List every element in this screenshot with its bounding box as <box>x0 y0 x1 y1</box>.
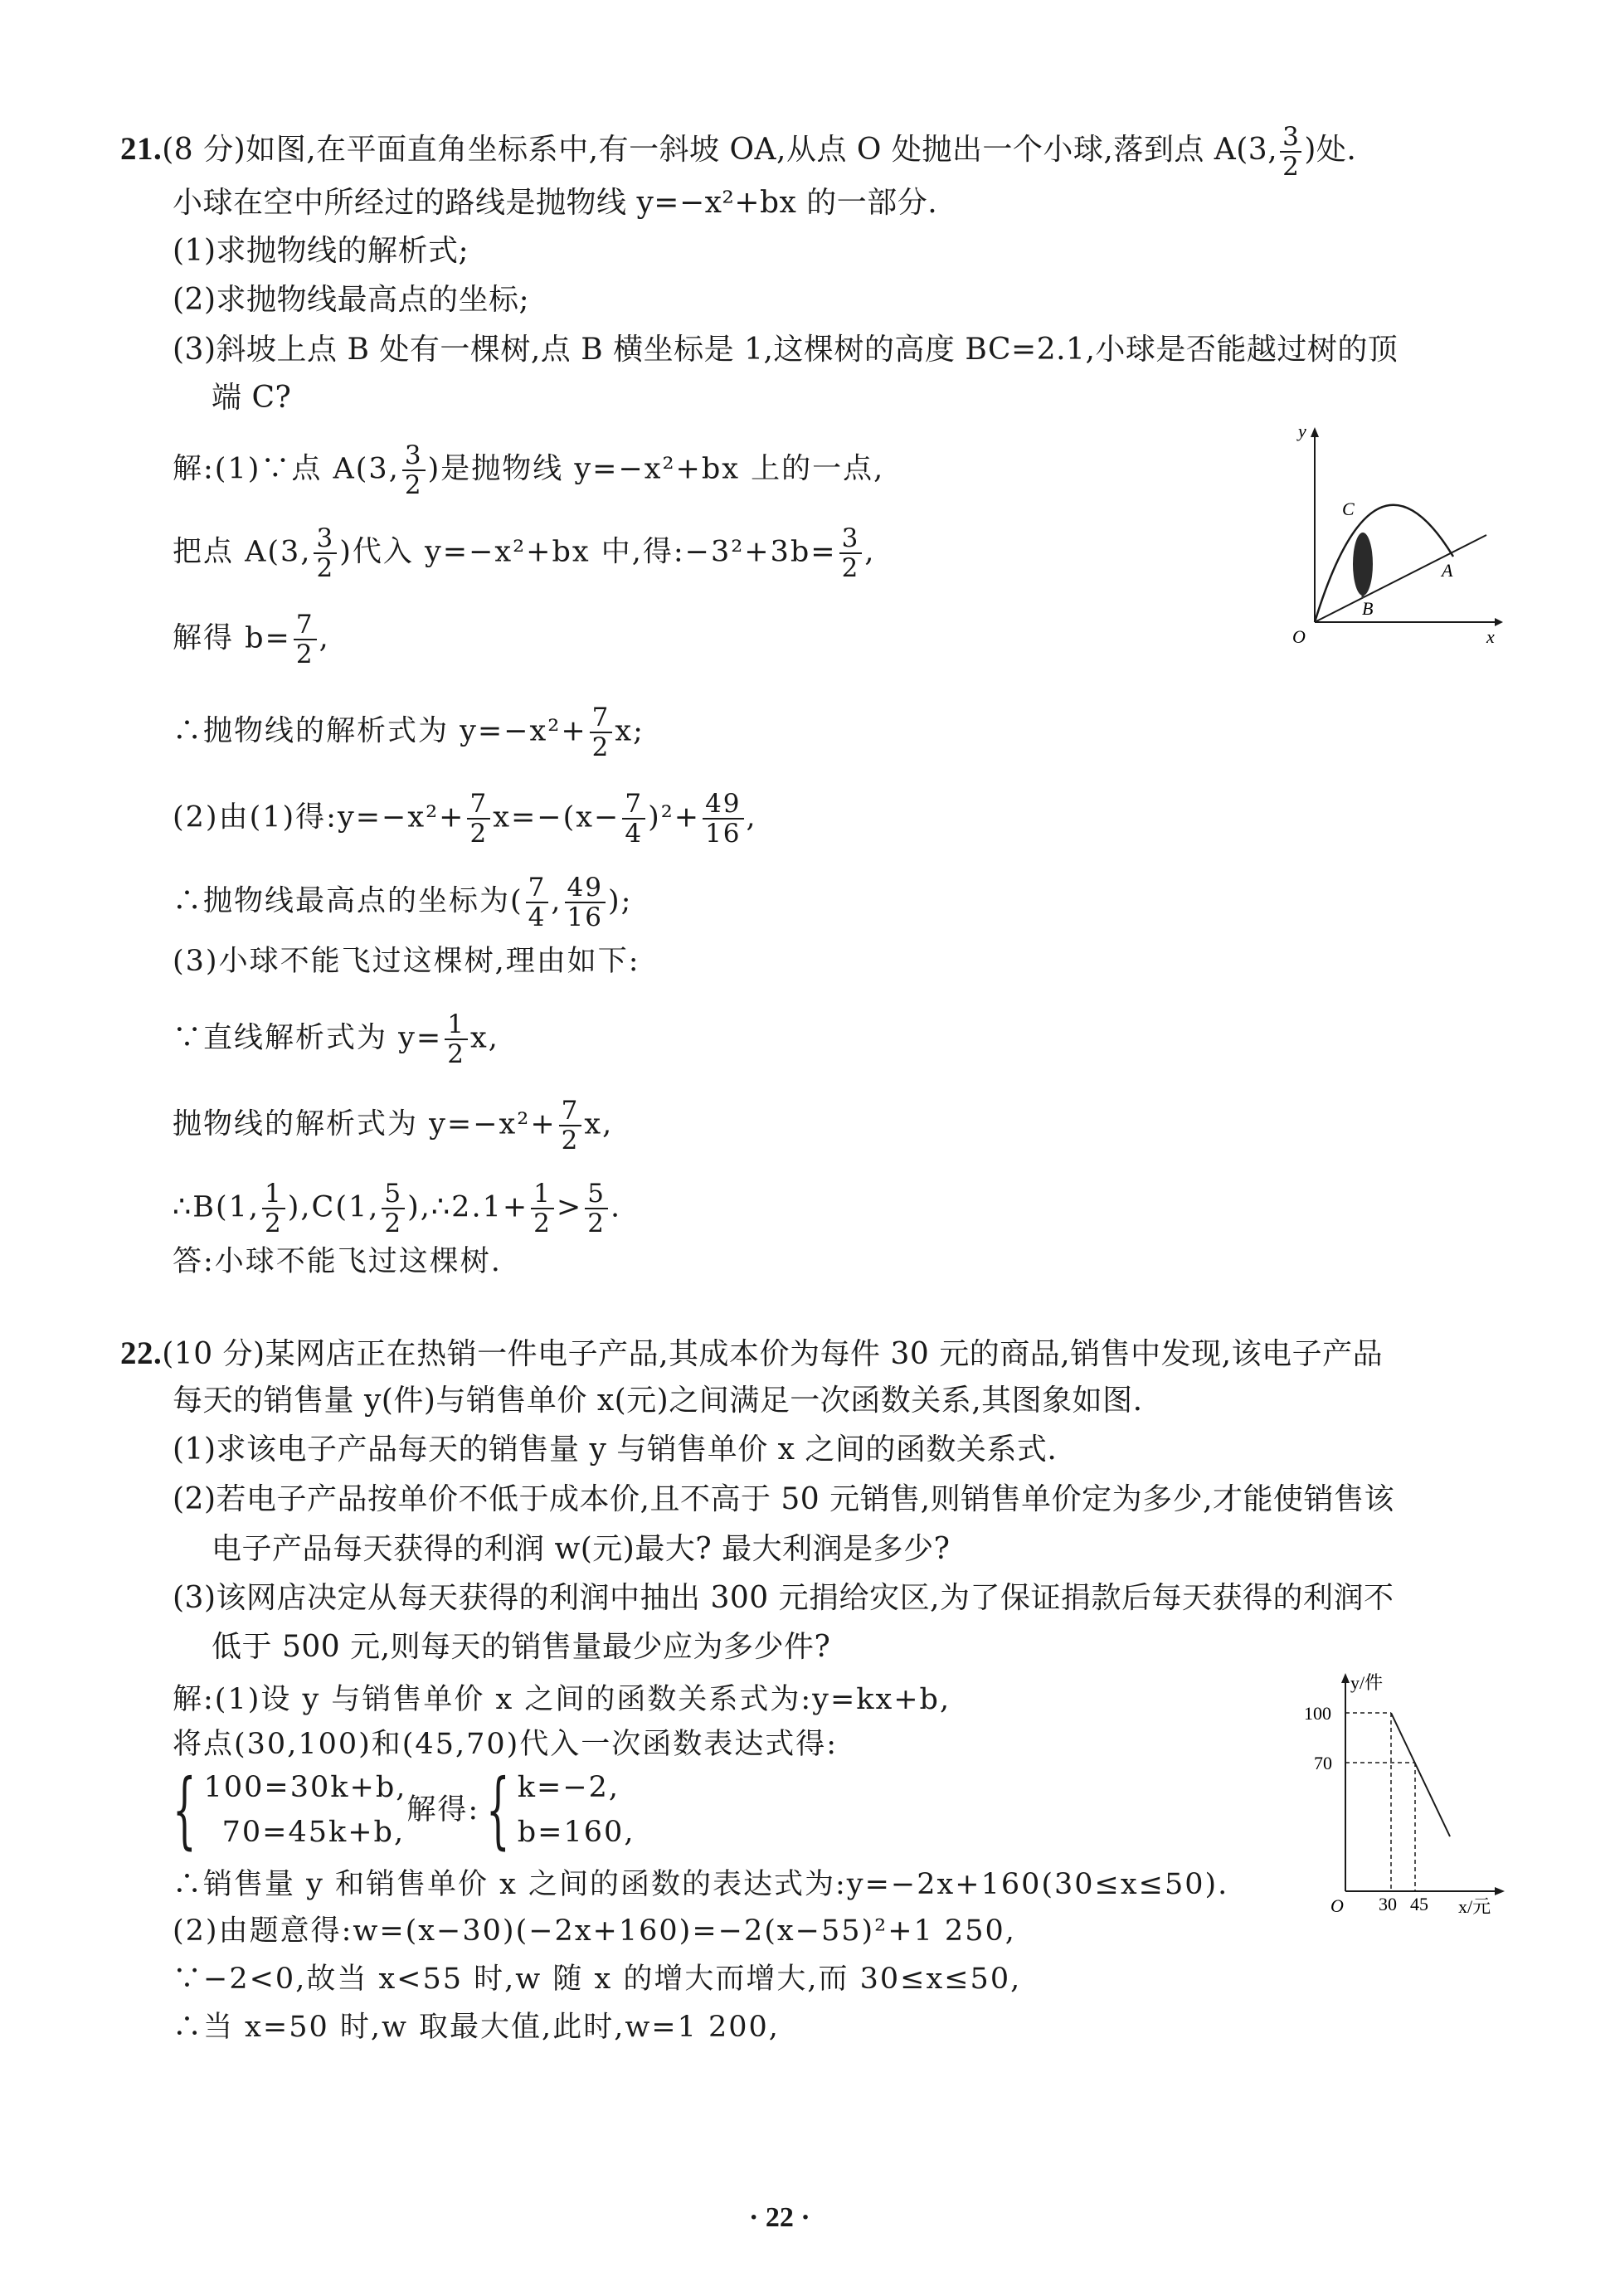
q22-line-6: (3)该网店决定从每天获得的利润中抽出 300 元捐给灾区,为了保证捐款后每天获得的利润不 <box>173 1581 1394 1615</box>
q22-sol-1: 解:(1)设 y 与销售单价 x 之间的函数关系式为:y=kx+b, <box>173 1683 951 1716</box>
label-45: 45 <box>1410 1894 1428 1914</box>
q21-sol-9: 抛物线的解析式为 y=−x²+ $\frac{7}{2}$ x, <box>173 1096 614 1155</box>
fraction: $\frac{49}{16}$ <box>565 873 606 932</box>
q22-sol-7: ∴当 x=50 时,w 取最大值,此时,w=1 200, <box>173 2011 780 2044</box>
q22-figure <box>1302 1669 1510 1922</box>
q21-figure <box>1269 419 1510 659</box>
fraction: $\frac{3}{2}$ <box>1280 123 1301 181</box>
label-ylabel: y/件 <box>1350 1672 1384 1693</box>
y-axis-arrow <box>1341 1673 1350 1683</box>
parabola <box>1315 505 1453 622</box>
q22-number: 22. <box>120 1335 163 1371</box>
q22-sol-2: 将点(30,100)和(45,70)代入一次函数表达式得: <box>173 1728 839 1761</box>
q22-sol-5: (2)由题意得:w=(x−30)(−2x+160)=−2(x−55)²+1 250, <box>173 1914 1016 1948</box>
fraction: $\frac{1}{2}$ <box>262 1180 285 1238</box>
q22-line-7: 低于 500 元,则每天的销售量最少应为多少件? <box>212 1630 831 1664</box>
q21-sol-10: ∴B(1, $\frac{1}{2}$ ),C(1, $\frac{5}{2}$ ),∴2.1+ $\frac{1}{2}$ > $\frac{5}{2}$ . <box>173 1179 622 1238</box>
fraction: $\frac{7}{4}$ <box>622 790 645 848</box>
q22-sol-system: { 100=30k+b, 70=45k+b, 解得:{ k=−2, b=160, <box>173 1761 635 1858</box>
q22-line-2: 每天的销售量 y(件)与销售单价 x(元)之间满足一次函数关系,其图象如图. <box>173 1384 1143 1418</box>
fraction: $\frac{1}{2}$ <box>445 1010 468 1068</box>
q22-sol-4: ∴销售量 y 和销售单价 x 之间的函数的表达式为:y=−2x+160(30≤x≤50). <box>173 1868 1229 1901</box>
q21-line-1: 21.(8 分)如图,在平面直角坐标系中,有一斜坡 OA,从点 O 处抛出一个小球,落到点 A(3, $\frac{3}{2}$ )处. <box>120 122 1357 182</box>
fraction: $\frac{5}{2}$ <box>382 1180 405 1238</box>
q21-sol-8: ∵直线解析式为 y= $\frac{1}{2}$ x, <box>173 1009 499 1069</box>
fraction: $\frac{7}{2}$ <box>559 1097 582 1155</box>
fraction: $\frac{3}{2}$ <box>839 524 863 582</box>
tree-icon <box>1353 533 1373 596</box>
label-x: x <box>1486 626 1495 647</box>
q21-sol-4: ∴抛物线的解析式为 y=−x²+ $\frac{7}{2}$ x; <box>173 703 645 762</box>
q22-sol-6: ∵−2<0,故当 x<55 时,w 随 x 的增大而增大,而 30≤x≤50, <box>173 1963 1022 1996</box>
fraction: $\frac{7}{2}$ <box>294 610 317 669</box>
fraction: $\frac{1}{2}$ <box>531 1180 554 1238</box>
sales-line <box>1391 1713 1450 1836</box>
q21-sol-11: 答:小球不能飞过这棵树. <box>173 1245 502 1278</box>
label-30: 30 <box>1379 1894 1397 1914</box>
label-b: B <box>1362 598 1374 619</box>
fraction: $\frac{7}{2}$ <box>590 703 613 761</box>
q21-sol-3: 解得 b= $\frac{7}{2}$ , <box>173 610 330 669</box>
q22-line-5: 电子产品每天获得的利润 w(元)最大? 最大利润是多少? <box>212 1532 951 1566</box>
q21-sol-2: 把点 A(3, $\frac{3}{2}$ )代入 y=−x²+bx 中,得:−3²+3b= $\frac{3}{2}$ , <box>173 523 876 583</box>
fraction: $\frac{49}{16}$ <box>703 790 743 848</box>
q21-line-4: (2)求抛物线最高点的坐标; <box>173 283 530 317</box>
slope-line <box>1315 535 1486 622</box>
y-axis-arrow <box>1311 427 1319 437</box>
label-100: 100 <box>1304 1703 1331 1724</box>
q22-line-3: (1)求该电子产品每天的销售量 y 与销售单价 x 之间的函数关系式. <box>173 1433 1058 1467</box>
fraction: $\frac{7}{4}$ <box>526 873 549 932</box>
label-c: C <box>1342 499 1355 519</box>
q22-line-1: 22.(10 分)某网店正在热销一件电子产品,其成本价为每件 30 元的商品,销售中发现,该电子产品 <box>120 1335 1384 1371</box>
q21-line-6: 端 C? <box>212 381 292 415</box>
label-o: O <box>1330 1895 1344 1916</box>
label-70: 70 <box>1314 1753 1332 1773</box>
label-xlabel: x/元 <box>1458 1896 1491 1917</box>
page-number: · 22 · <box>749 2202 810 2233</box>
q21-sol-1: 解:(1)∵点 A(3, $\frac{3}{2}$ )是抛物线 y=−x²+bx 上的一点, <box>173 440 885 500</box>
q22-line-4: (2)若电子产品按单价不低于成本价,且不高于 50 元销售,则销售单价定为多少,才能使销售该 <box>173 1482 1395 1516</box>
q21-sol-6: ∴抛物线最高点的坐标为( $\frac{7}{4}$ , $\frac{49}{16}$ ); <box>173 873 633 932</box>
fraction: $\frac{3}{2}$ <box>402 441 426 499</box>
q21-sol-5: (2)由(1)得:y=−x²+ $\frac{7}{2}$ x=−(x− $\frac{7}{4}$ )²+ $\frac{49}{16}$ , <box>173 789 757 849</box>
q21-number: 21. <box>120 131 163 167</box>
x-axis-arrow <box>1495 618 1503 626</box>
q21-line-3: (1)求抛物线的解析式; <box>173 234 469 268</box>
x-axis-arrow <box>1495 1887 1505 1895</box>
fraction: $\frac{7}{2}$ <box>467 790 490 848</box>
fraction: $\frac{5}{2}$ <box>585 1180 608 1238</box>
label-y: y <box>1298 421 1306 441</box>
q21-line-2: 小球在空中所经过的路线是抛物线 y=−x²+bx 的一部分. <box>173 186 938 220</box>
q21-line-5: (3)斜坡上点 B 处有一棵树,点 B 横坐标是 1,这棵树的高度 BC=2.1,小球是否能越过树的顶 <box>173 333 1399 367</box>
fraction: $\frac{3}{2}$ <box>314 524 337 582</box>
label-a: A <box>1442 560 1453 581</box>
label-o: O <box>1292 626 1306 647</box>
q21-sol-7: (3)小球不能飞过这棵树,理由如下: <box>173 945 640 978</box>
